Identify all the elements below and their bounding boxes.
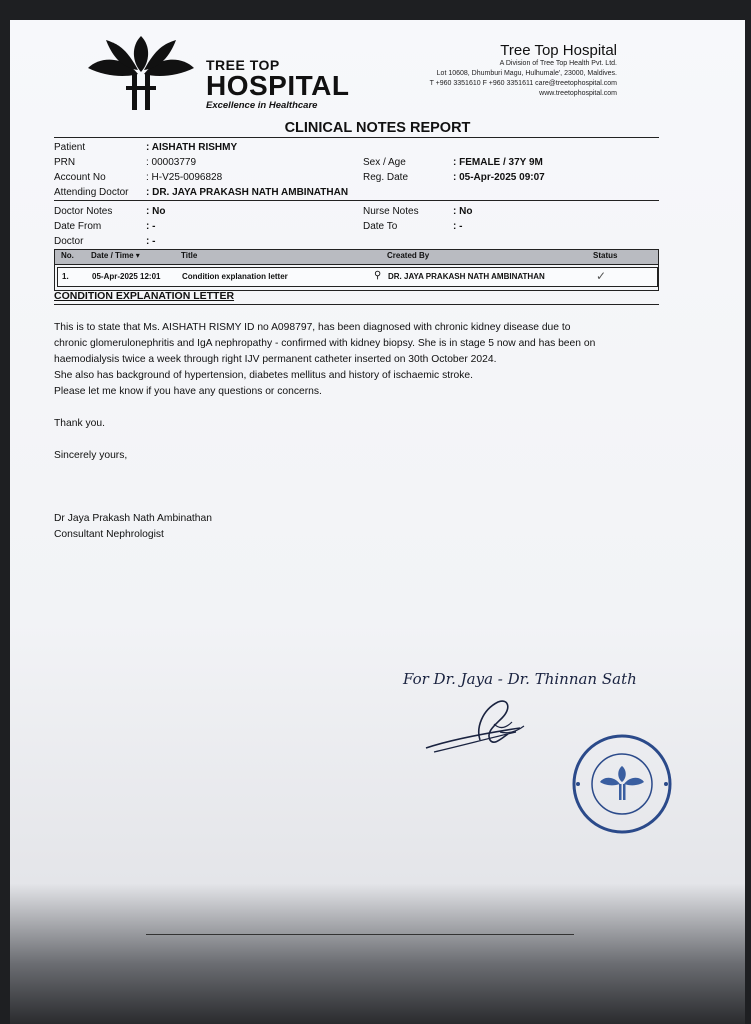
letter-title-divider <box>54 304 659 305</box>
report-title: CLINICAL NOTES REPORT <box>284 120 471 136</box>
stethoscope-icon: ⚲ <box>374 270 382 281</box>
account-value: : H-V25-0096828 <box>146 172 223 183</box>
signature-icon <box>420 688 540 758</box>
letter-closing: Sincerely yours, <box>54 450 128 461</box>
letter-thanks: Thank you. <box>54 418 105 429</box>
logo-tagline: Excellence in Healthcare <box>206 100 318 111</box>
date-from-value: : - <box>146 221 156 232</box>
hospital-name: Tree Top Hospital <box>500 42 617 59</box>
clinical-notes-table <box>54 249 659 291</box>
letter-body <box>54 320 674 400</box>
prn-value: : 00003779 <box>146 157 197 168</box>
date-to-value: : - <box>453 221 463 232</box>
signer-title: Consultant Nephrologist <box>54 529 164 540</box>
sort-down-icon[interactable]: ▾ <box>135 251 140 260</box>
footer-line <box>146 934 574 935</box>
hospital-contact-block <box>357 42 617 99</box>
letter-line-1: This is to state that Ms. AISHATH RISMY ID no A098797, has been diagnosed with chronic kidney disease due to <box>54 322 571 333</box>
reg-date-value: : 05-Apr-2025 09:07 <box>453 172 545 183</box>
row-no: 1. <box>62 272 69 281</box>
account-label: Account No <box>54 172 106 183</box>
row-datetime: 05-Apr-2025 12:01 <box>92 272 161 281</box>
document-page <box>10 20 745 1024</box>
date-to-label: Date To <box>363 221 398 232</box>
logo-line2: HOSPITAL <box>206 70 350 101</box>
row-title[interactable]: Condition explanation letter <box>182 272 288 281</box>
reg-date-label: Reg. Date <box>363 172 409 183</box>
status-check-icon: ✓ <box>596 269 607 283</box>
doctor-label: Doctor <box>54 236 84 247</box>
doctor-notes-label: Doctor Notes <box>54 206 113 217</box>
hospital-website: www.treetophospital.com <box>539 90 617 97</box>
header-title: Title <box>181 251 198 260</box>
letter-line-5: Please let me know if you have any questions or concerns. <box>54 386 322 397</box>
sex-age-value: : FEMALE / 37Y 9M <box>453 157 543 168</box>
table-header-row <box>55 250 658 265</box>
hospital-address: Lot 10608, Dhumburi Magu, Hulhumale', 23000, Maldives. <box>436 70 617 77</box>
header-created-by: Created By <box>387 251 430 260</box>
date-from-label: Date From <box>54 221 102 232</box>
hospital-logo-text <box>206 58 349 112</box>
nurse-notes-value: : No <box>453 206 473 217</box>
table-row[interactable] <box>57 267 658 287</box>
title-divider <box>54 137 659 138</box>
doctor-notes-value: : No <box>146 206 166 217</box>
letter-line-2: chronic glomerulonephritis and IgA nephropathy - confirmed with kidney biopsy. She is in stage 5 now and has been on <box>54 338 596 349</box>
handwritten-note: For Dr. Jaya - Dr. Thinnan Sath <box>403 670 637 688</box>
tree-logo-icon <box>86 34 196 114</box>
row-created-by: DR. JAYA PRAKASH NATH AMBINATHAN <box>388 272 545 281</box>
patient-divider <box>54 200 659 201</box>
logo-line1: TREE TOP <box>206 57 280 73</box>
nurse-notes-label: Nurse Notes <box>363 206 419 217</box>
header-datetime[interactable] <box>91 251 140 260</box>
prn-label: PRN <box>54 157 76 168</box>
attending-doctor-value: : DR. JAYA PRAKASH NATH AMBINATHAN <box>146 187 349 198</box>
hospital-division: A Division of Tree Top Health Pvt. Ltd. <box>499 60 617 67</box>
header-status: Status <box>593 251 618 260</box>
letter-line-3: haemodialysis twice a week through right IJV permanent catheter inserted on 30th October 2024. <box>54 354 497 365</box>
letter-line-4: She also has background of hypertension, diabetes mellitus and history of ischaemic stroke. <box>54 370 473 381</box>
hospital-contact: T +960 3351610 F +960 3351611 care@treetophospital.com <box>429 80 617 87</box>
doctor-value: : - <box>146 236 156 247</box>
patient-label: Patient <box>54 142 86 153</box>
patient-value: : AISHATH RISHMY <box>146 142 238 153</box>
sex-age-label: Sex / Age <box>363 157 406 168</box>
letter-title: CONDITION EXPLANATION LETTER <box>54 290 235 302</box>
hospital-stamp-icon <box>570 732 674 836</box>
header-no: No. <box>61 251 74 260</box>
header-datetime-label: Date / Time <box>91 251 134 260</box>
attending-doctor-label: Attending Doctor <box>54 187 129 198</box>
signer-name: Dr Jaya Prakash Nath Ambinathan <box>54 513 212 524</box>
